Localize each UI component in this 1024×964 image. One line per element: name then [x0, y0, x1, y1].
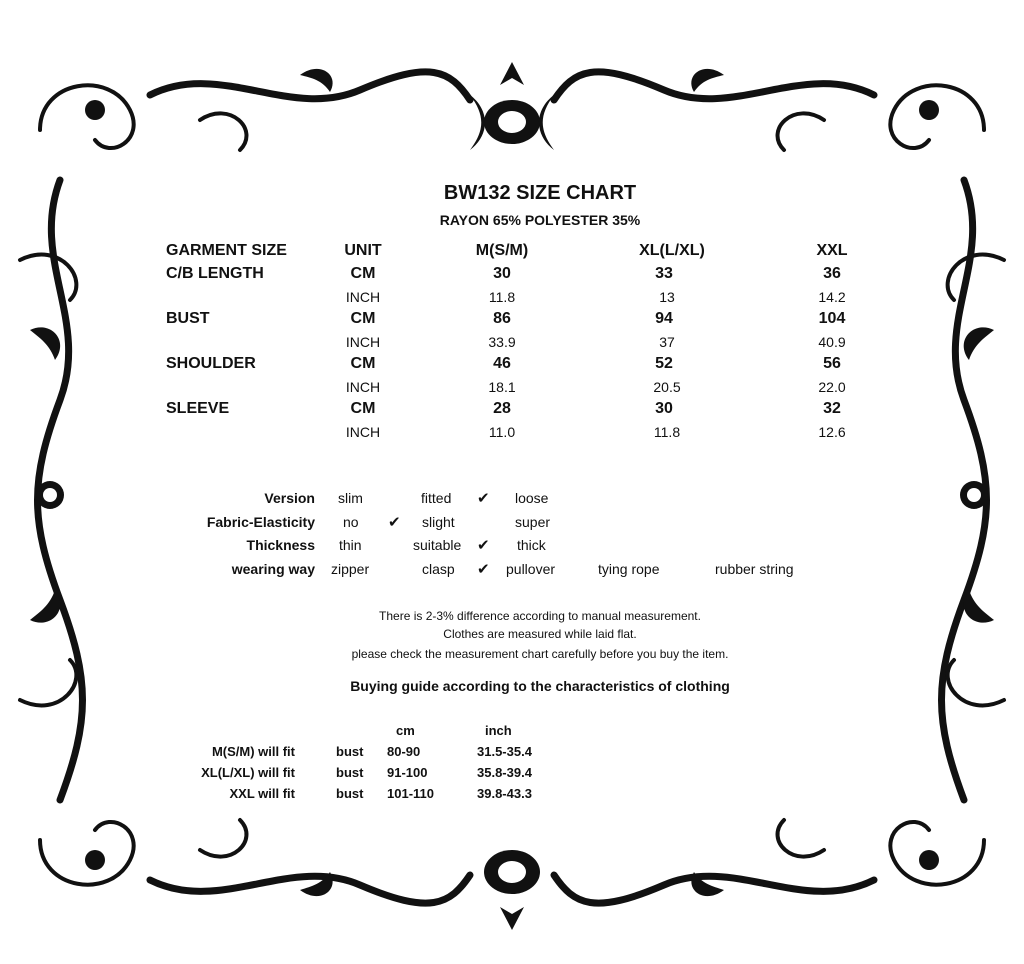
- attr-option: fitted: [421, 490, 452, 506]
- buying-guide-part: bust: [336, 786, 364, 801]
- cell-cm: 32: [823, 400, 841, 417]
- attr-option: no: [343, 514, 359, 530]
- cell-inch: 11.8: [488, 289, 516, 305]
- buying-guide-part: bust: [336, 765, 364, 780]
- attr-label-thickness: Thickness: [246, 537, 315, 553]
- cell-inch: 14.2: [818, 289, 846, 305]
- unit-cm: CM: [350, 400, 376, 417]
- attr-option: zipper: [331, 561, 370, 577]
- fabric-composition: RAYON 65% POLYESTER 35%: [439, 212, 641, 228]
- cell-cm: 56: [823, 355, 841, 372]
- check-icon: ✔: [477, 561, 490, 578]
- cell-cm: 86: [493, 310, 511, 327]
- unit-cm: CM: [350, 265, 376, 282]
- buying-guide-inch: 31.5-35.4: [477, 744, 532, 759]
- attr-option: suitable: [413, 537, 462, 553]
- buying-guide-col-cm: cm: [396, 723, 415, 738]
- unit-inch: INCH: [345, 334, 381, 350]
- cell-cm: 36: [823, 265, 841, 282]
- row-label-sleeve: SLEEVE: [166, 400, 230, 417]
- unit-cm: CM: [350, 355, 376, 372]
- note-line: please check the measurement chart carefully before you buy the item.: [351, 647, 729, 661]
- buying-guide-inch: 35.8-39.4: [477, 765, 532, 780]
- cell-inch: 12.6: [818, 424, 846, 440]
- check-icon: ✔: [477, 490, 490, 507]
- cell-cm: 94: [655, 310, 673, 327]
- attr-option: rubber string: [715, 561, 794, 577]
- attr-option: thick: [517, 537, 546, 553]
- buying-guide-row-label: M(S/M) will fit: [211, 744, 295, 759]
- buying-guide-cm: 80-90: [387, 744, 421, 759]
- cell-cm: 33: [655, 265, 673, 282]
- header-unit: UNIT: [344, 242, 382, 259]
- attr-option: pullover: [506, 561, 556, 577]
- cell-cm: 30: [655, 400, 673, 417]
- cell-cm: 104: [818, 310, 846, 327]
- cell-inch: 11.8: [653, 424, 681, 440]
- row-label-bust: BUST: [166, 310, 210, 327]
- row-label-cb-length: C/B LENGTH: [166, 265, 264, 282]
- check-icon: ✔: [388, 514, 401, 531]
- unit-inch: INCH: [345, 379, 381, 395]
- attr-option: loose: [515, 490, 549, 506]
- cell-inch: 22.0: [818, 379, 846, 395]
- header-size-m: M(S/M): [475, 242, 529, 259]
- buying-guide-col-inch: inch: [485, 723, 512, 738]
- note-line: Clothes are measured while laid flat.: [443, 627, 637, 641]
- attr-option: tying rope: [598, 561, 660, 577]
- buying-guide-title: Buying guide according to the characteristics of clothing: [350, 678, 730, 694]
- attr-option: super: [515, 514, 551, 530]
- attr-option: slim: [338, 490, 363, 506]
- cell-cm: 46: [493, 355, 511, 372]
- unit-inch: INCH: [345, 289, 381, 305]
- attr-label-version: Version: [264, 490, 315, 506]
- buying-guide-cm: 101-110: [387, 786, 434, 801]
- cell-inch: 33.9: [488, 334, 516, 350]
- unit-inch: INCH: [345, 424, 381, 440]
- cell-inch: 18.1: [488, 379, 516, 395]
- cell-inch: 11.0: [488, 424, 516, 440]
- attr-option: thin: [339, 537, 362, 553]
- unit-cm: CM: [350, 310, 376, 327]
- buying-guide-inch: 39.8-43.3: [477, 786, 532, 801]
- header-garment-size: GARMENT SIZE: [166, 242, 287, 259]
- row-label-shoulder: SHOULDER: [166, 355, 256, 372]
- attr-option: clasp: [422, 561, 455, 577]
- cell-cm: 30: [493, 265, 511, 282]
- attr-label-wearing-way: wearing way: [231, 561, 315, 577]
- header-size-xxl: XXL: [816, 242, 848, 259]
- cell-inch: 20.5: [653, 379, 681, 395]
- cell-inch: 13: [659, 289, 675, 305]
- buying-guide-row-label: XL(L/XL) will fit: [201, 765, 295, 780]
- cell-inch: 37: [659, 334, 675, 350]
- check-icon: ✔: [477, 537, 490, 554]
- page-title: BW132 SIZE CHART: [443, 182, 637, 204]
- attr-option: slight: [422, 514, 455, 530]
- attr-label-fabric-elasticity: Fabric-Elasticity: [206, 514, 315, 530]
- cell-inch: 40.9: [818, 334, 846, 350]
- note-line: There is 2-3% difference according to manual measurement.: [379, 609, 701, 623]
- buying-guide-part: bust: [336, 744, 364, 759]
- header-size-xl: XL(L/XL): [639, 242, 705, 259]
- cell-cm: 28: [493, 400, 511, 417]
- buying-guide-cm: 91-100: [387, 765, 428, 780]
- cell-cm: 52: [655, 355, 673, 372]
- buying-guide-row-label: XXL will fit: [229, 786, 295, 801]
